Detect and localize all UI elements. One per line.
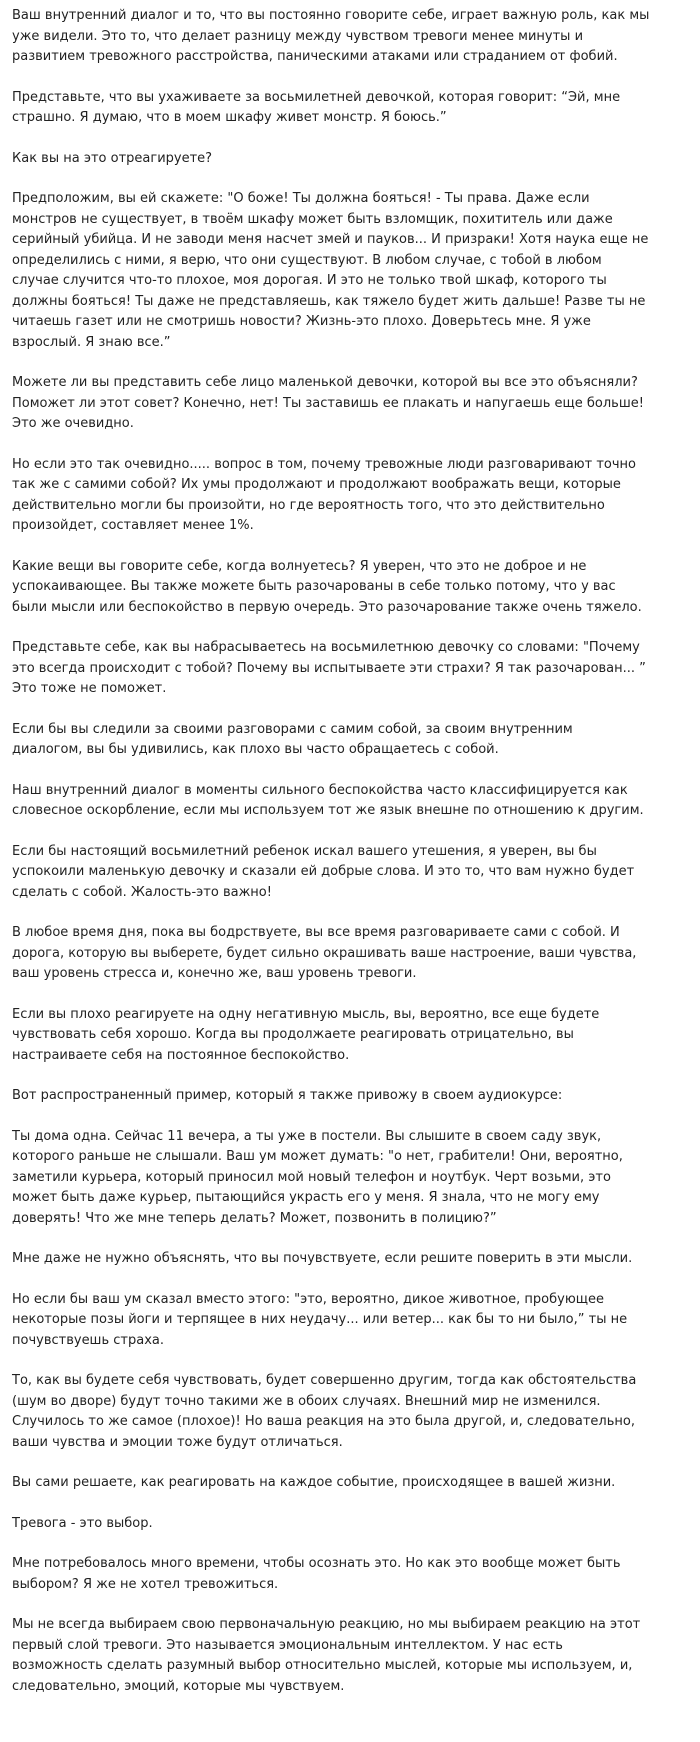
- text-line: ваши чувства и эмоции тоже будут отличаться.: [12, 1434, 343, 1450]
- paragraph: [12, 781, 692, 822]
- paragraph: [12, 557, 692, 619]
- text-line: Если бы вы следили за своими разговорами с самим собой, за своим внутренним: [12, 721, 573, 737]
- text-line: должны бояться! Ты даже не представляешь, как тяжело будет жить дальше! Разве ты не: [12, 293, 646, 309]
- paragraph: [12, 842, 692, 904]
- text-line: Ваш внутренний диалог и то, что вы постоянно говорите себе, играет важную роль, как мы: [12, 8, 650, 23]
- text-line: были мысли или беспокойство в первую очередь. Это разочарование также очень тяжело.: [12, 599, 642, 615]
- text-line: (шум во дворе) будут точно такими же в обоих случаях. Внешний мир не изменился.: [12, 1393, 601, 1409]
- text-line: Это же очевидно.: [12, 416, 134, 431]
- text-line: заметили курьера, который приносил мой новый телефон и ноутбук. Черт возьми, это: [12, 1169, 611, 1185]
- text-line: Но если бы ваш ум сказал вместо этого: "это, вероятно, дикое животное, пробующее: [12, 1291, 605, 1307]
- text-line: монстров не существует, в твоём шкафу может быть взломщик, похититель или даже: [12, 211, 613, 227]
- paragraph: [12, 1615, 692, 1697]
- paragraph: [12, 1514, 692, 1535]
- paragraph: [12, 638, 692, 700]
- text-line: успокоили маленькую девочку и сказали ей добрые слова. И это то, что вам нужно будет: [12, 864, 635, 879]
- text-line: так же с самими собой? Их умы продолжают и продолжают воображать вещи, которые: [12, 477, 621, 492]
- text-line: Вот распространенный пример, который я также привожу в своем аудиокурсе:: [12, 1088, 563, 1103]
- paragraph: [12, 1371, 692, 1453]
- paragraph: [12, 720, 692, 761]
- text-line: Какие вещи вы говорите себе, когда волнуетесь? Я уверен, что это не доброе и не: [12, 558, 587, 574]
- text-line: произойдет, составляет менее 1%.: [12, 518, 254, 533]
- text-line: некоторые позы йоги и терпящее в них неудачу... или ветер... как бы то ни было,” ты не: [12, 1312, 628, 1327]
- text-line: уже видели. Это то, что делает разницу между чувством тревоги менее минуты и: [12, 28, 584, 44]
- text-line: Мы не всегда выбираем свою первоначальную реакцию, но мы выбираем реакцию на этот: [12, 1617, 641, 1632]
- text-line: Если вы плохо реагируете на одну негативную мысль, вы, вероятно, все еще будете: [12, 1006, 600, 1022]
- text-line: В любое время дня, пока вы бодрствуете, вы все время разговариваете сами с собой. И: [12, 925, 620, 940]
- text-line: ваш уровень стресса и, конечно же, ваш уровень тревоги.: [12, 966, 417, 981]
- text-line: которого раньше не слышали. Ваш ум может думать: "о нет, грабители! Они, вероятно,: [12, 1149, 623, 1164]
- paragraph: [12, 923, 692, 985]
- text-line: Но если это так очевидно..... вопрос в том, почему тревожные люди разговаривают точно: [12, 456, 636, 472]
- text-line: читаешь газет или не смотришь новости? Жизнь-это плохо. Доверьтесь мне. Я уже: [12, 314, 591, 329]
- paragraph: [12, 1290, 692, 1352]
- text-line: Как вы на это отреагируете?: [12, 150, 213, 166]
- text-line: первый слой тревоги. Это называется эмоциональным интеллектом. У нас есть: [12, 1637, 563, 1653]
- text-line: действительно могли бы произойти, но где вероятность того, что это действительно: [12, 497, 605, 513]
- text-line: Вы сами решаете, как реагировать на каждое событие, происходящее в вашей жизни.: [12, 1475, 616, 1490]
- paragraph: [12, 88, 692, 129]
- text-line: Поможет ли этот совет? Конечно, нет! Ты заставишь ее плакать и напугаешь еще больше!: [12, 395, 644, 411]
- text-line: серийный убийца. И не заводи меня насчет змей и пауков... И призраки! Хотя наука еще не: [12, 232, 649, 247]
- text-line: доверять! Что же мне теперь делать? Может, позвонить в полицию?”: [12, 1210, 497, 1226]
- text-line: Можете ли вы представить себе лицо маленькой девочки, которой вы все это объясняли?: [12, 375, 638, 390]
- text-line: Предположим, вы ей скажете: "О боже! Ты должна бояться! - Ты права. Даже если: [12, 191, 590, 206]
- text-line: Если бы настоящий восьмилетний ребенок искал вашего утешения, я уверен, вы бы: [12, 843, 597, 859]
- text-line: почувствуешь страха.: [12, 1332, 164, 1348]
- paragraph: [12, 1127, 692, 1230]
- paragraph: [12, 149, 692, 170]
- paragraph: [12, 1086, 692, 1107]
- text-line: словесное оскорбление, если мы используем тот же язык внешне по отношению к другим.: [12, 803, 644, 818]
- paragraph: [12, 373, 692, 435]
- text-line: определились с ними, я верю, что они существуют. В любом случае, с тобой в любом: [12, 252, 602, 268]
- text-line: Мне даже не нужно объяснять, что вы почувствуете, если решите поверить в эти мысли.: [12, 1251, 633, 1266]
- text-line: дорога, которую вы выберете, будет сильно окрашивать ваше настроение, ваши чувства,: [12, 945, 637, 961]
- paragraph: [12, 189, 692, 353]
- text-line: Наш внутренний диалог в моменты сильного беспокойства часто классифицируется как: [12, 782, 628, 798]
- text-line: То, как вы будете себя чувствовать, будет совершенно другим, тогда как обстоятельства: [12, 1373, 637, 1388]
- text-line: диалогом, вы бы удивились, как плохо вы часто обращаетесь с собой.: [12, 742, 499, 757]
- text-line: Это тоже не поможет.: [12, 681, 167, 696]
- text-line: Ты дома одна. Сейчас 11 вечера, а ты уже в постели. Вы слышите в своем саду звук,: [12, 1128, 602, 1144]
- text-line: случае случится что-то плохое, моя дорогая. И это не только твой шкаф, которого ты: [12, 273, 607, 288]
- text-line: выбором? Я же не хотел тревожиться.: [12, 1576, 279, 1592]
- text-line: Мне потребовалось много времени, чтобы осознать это. Но как это вообще может быть: [12, 1556, 621, 1571]
- text-line: успокаивающее. Вы также можете быть разочарованы в себе только потому, что у вас: [12, 579, 616, 594]
- text-line: взрослый. Я знаю все.”: [12, 334, 171, 350]
- text-line: чувствовать себя хорошо. Когда вы продолжаете реагировать отрицательно, вы: [12, 1027, 574, 1042]
- paragraph: [12, 6, 692, 68]
- paragraph: [12, 1005, 692, 1067]
- paragraph: [12, 1473, 692, 1494]
- text-line: страшно. Я думаю, что в моем шкафу живет монстр. Я боюсь.”: [12, 110, 447, 125]
- text-line: может быть даже курьер, пытающийся украсть его у меня. Я знала, что не могу ему: [12, 1190, 600, 1205]
- text-line: настраиваете себя на постоянное беспокойство.: [12, 1047, 350, 1063]
- text-line: Представьте себе, как вы набрасываетесь на восьмилетнюю девочку со словами: "Почему: [12, 640, 640, 655]
- paragraph: [12, 455, 692, 537]
- paragraph: [12, 1249, 692, 1270]
- text-line: Представьте, что вы ухаживаете за восьмилетней девочкой, которая говорит: “Эй, мне: [12, 89, 621, 105]
- text-line: сделать с собой. Жалость-это важно!: [12, 884, 272, 900]
- text-line: возможность сделать разумный выбор относительно мыслей, которые мы используем, и,: [12, 1658, 633, 1673]
- text-line: это всегда происходит с тобой? Почему вы испытываете эти страхи? Я так разочарован... ”: [12, 660, 646, 676]
- text-line: развитием тревожного расстройства, паническими атаками или страданием от фобий.: [12, 49, 618, 64]
- text-line: Случилось то же самое (плохое)! Но ваша реакция на это была другой, и, следовательно,: [12, 1414, 635, 1429]
- text-line: Тревога - это выбор.: [12, 1515, 153, 1531]
- text-line: следовательно, эмоций, которые мы чувствуем.: [12, 1678, 345, 1694]
- paragraph: [12, 1554, 692, 1595]
